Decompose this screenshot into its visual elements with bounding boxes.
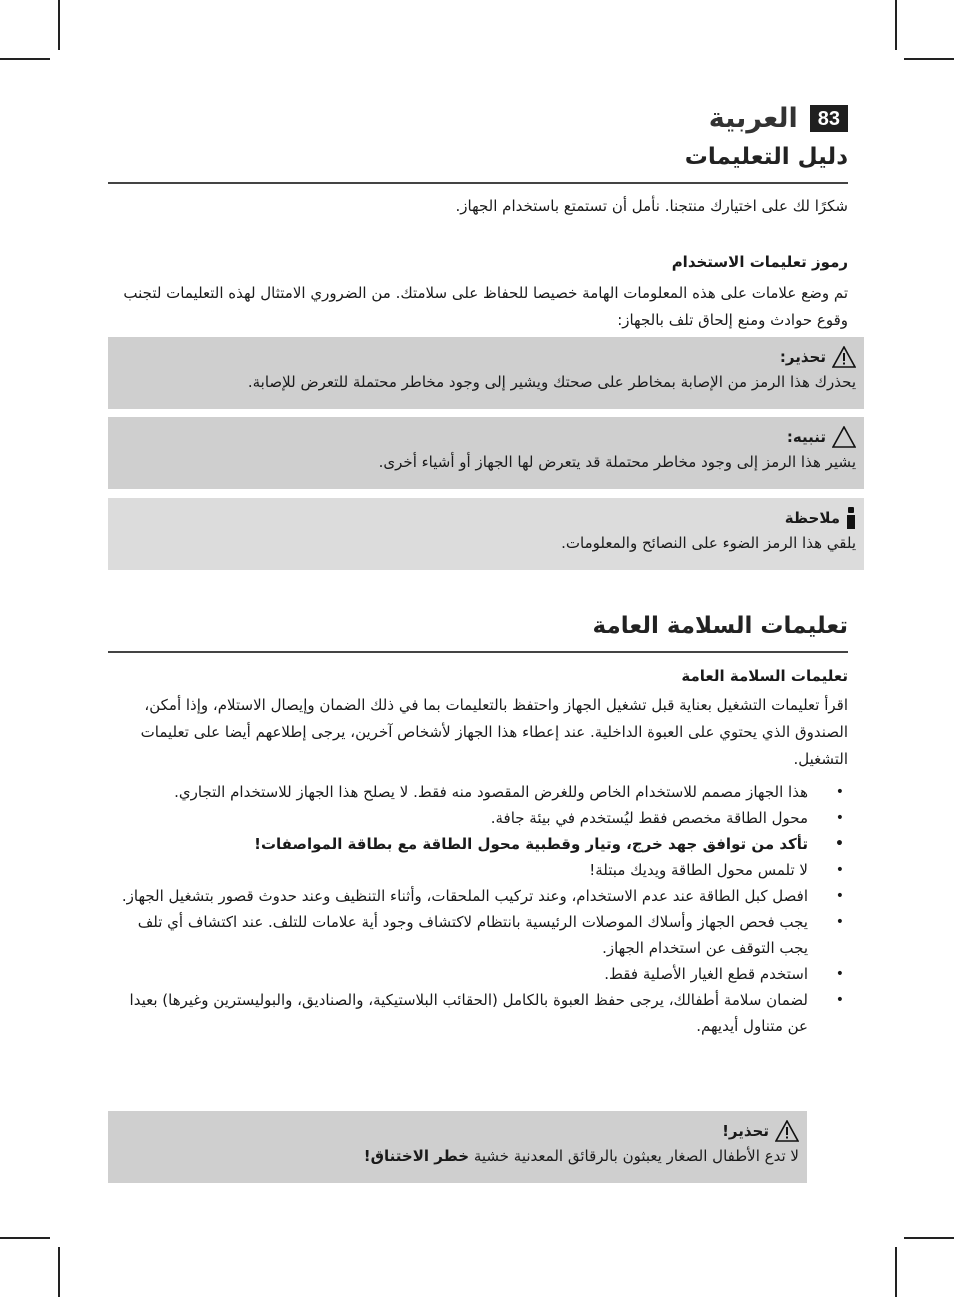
safety-block bbox=[108, 664, 848, 1039]
warning-triangle-icon bbox=[832, 346, 856, 368]
list-item: • استخدم قطع الغيار الأصلية فقط. bbox=[108, 961, 808, 987]
crop-mark bbox=[895, 0, 897, 50]
symbols-block bbox=[108, 250, 848, 334]
language-label: العربية bbox=[708, 102, 798, 134]
intro-text: شكرًا لك على اختيارك منتجنا. نأمل أن تستمتع باستخدام الجهاز. bbox=[455, 197, 848, 215]
warning-triangle-icon bbox=[775, 1120, 799, 1142]
intro-block bbox=[108, 193, 848, 220]
list-item: • لضمان سلامة أطفالك، يرجى حفظ العبوة بالكامل (الحقائب البلاستيكية، والصناديق، والبوليسترين وغيرها) بعيدا عن متناول أيديهم. bbox=[108, 987, 808, 1039]
safety-list bbox=[108, 779, 848, 1039]
notice-caution bbox=[108, 417, 864, 489]
crop-mark bbox=[58, 0, 60, 50]
notice-text: يلقي هذا الرمز الضوء على النصائح والمعلومات. bbox=[561, 534, 856, 552]
safety-subheading: تعليمات السلامة العامة bbox=[681, 667, 848, 685]
warning-text: لا تدع الأطفال الصغار يعبثون بالرقائق المعدنية خشية bbox=[473, 1147, 799, 1165]
notice-note bbox=[108, 498, 864, 570]
warning-emphasis: خطر الاختناق! bbox=[363, 1147, 470, 1165]
symbols-text: تم وضع علامات على هذه المعلومات الهامة خصيصا للحفاظ على سلامتك. من الضروري الامتثال لهذه التعليمات لتجنب وقوع حوادث ومنع إلحاق تلف بالجهاز: bbox=[123, 284, 848, 329]
list-item: • تأكد من توافق جهد خرج، وتيار وقطبية محول الطاقة مع بطاقة المواصفات! bbox=[108, 831, 808, 857]
page-header bbox=[709, 98, 848, 138]
list-item: • هذا الجهاز مصمم للاستخدام الخاص وللغرض المقصود منه فقط. لا يصلح هذا الجهاز للاستخدام التجاري. bbox=[108, 779, 808, 805]
list-item: • يجب فحص الجهاز وأسلاك الموصلات الرئيسية بانتظام لاكتشاف وجود أية علامات للتلف. عند اكتشاف أي تلف يجب التوقف عن استخدام الجهاز. bbox=[108, 909, 808, 961]
notice-warning bbox=[108, 337, 864, 409]
crop-mark bbox=[0, 1237, 50, 1239]
manual-title: دليل التعليمات bbox=[684, 144, 848, 170]
crop-mark bbox=[895, 1247, 897, 1297]
choking-warning bbox=[108, 1111, 807, 1183]
info-icon bbox=[846, 507, 856, 529]
page-number: 83 bbox=[810, 105, 848, 132]
notice-title: ملاحظة bbox=[784, 509, 840, 527]
notice-text: يشير هذا الرمز إلى وجود مخاطر محتملة قد يتعرض لها الجهاز أو أشياء أخرى. bbox=[378, 453, 856, 471]
list-item: • افصل كبل الطاقة عند عدم الاستخدام، وعند تركيب الملحقات، وأثناء التنظيف وعند حدوث قصور بتشغيل الجهاز. bbox=[108, 883, 808, 909]
safety-paragraph: اقرأ تعليمات التشغيل بعناية قبل تشغيل الجهاز واحتفظ بالتعليمات بما في ذلك الضمان وإيصال الاستلام، وإذا أمكن، الصندوق الذي يحتوي على العبوة الداخلية. عند إعطاء هذا الجهاز لأشخاص آخرين، يرجى إطلاعهم أيضا على تعليمات التشغيل. bbox=[140, 696, 848, 768]
symbols-heading: رموز تعليمات الاستخدام bbox=[671, 253, 848, 271]
crop-mark bbox=[904, 58, 954, 60]
notice-title: تنبيه: bbox=[786, 428, 826, 446]
crop-mark bbox=[904, 1237, 954, 1239]
crop-mark bbox=[0, 58, 50, 60]
warning-title: تحذير! bbox=[722, 1122, 769, 1140]
notice-text: يحذرك هذا الرمز من الإصابة بمخاطر على صحتك ويشير إلى وجود مخاطر محتملة للتعرض للإصابة. bbox=[247, 373, 856, 391]
list-item: • محول الطاقة مخصص فقط ليُستخدم في بيئة جافة. bbox=[108, 805, 808, 831]
notice-title: تحذير: bbox=[779, 348, 826, 366]
manual-title-block bbox=[108, 144, 848, 184]
safety-title-block bbox=[108, 613, 848, 653]
crop-mark bbox=[58, 1247, 60, 1297]
caution-triangle-icon bbox=[832, 426, 856, 448]
safety-title: تعليمات السلامة العامة bbox=[592, 613, 848, 639]
list-item: • لا تلمس محول الطاقة ويديك مبتلة! bbox=[108, 857, 808, 883]
